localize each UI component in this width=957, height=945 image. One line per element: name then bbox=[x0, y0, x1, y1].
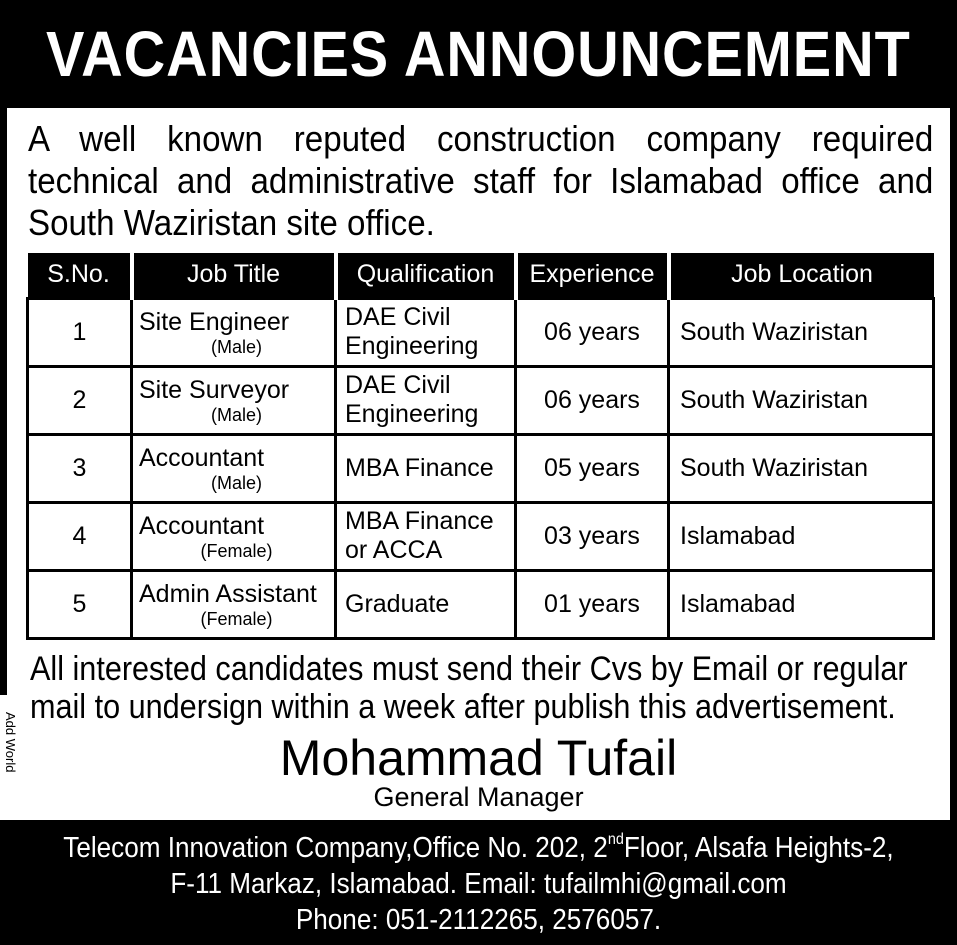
cell-qualification bbox=[336, 366, 516, 434]
job-gender: (Male) bbox=[210, 472, 262, 493]
cell-job-title bbox=[132, 366, 336, 434]
job-gender: (Female) bbox=[200, 608, 273, 629]
table-row bbox=[28, 434, 934, 502]
cell-qualification bbox=[336, 434, 516, 502]
cell-location: South Waziristan bbox=[669, 298, 934, 366]
table-header-row bbox=[28, 253, 934, 298]
intro-line: A well known reputed construction company required bbox=[28, 118, 934, 159]
cell-qualification bbox=[336, 502, 516, 570]
cell-job-title bbox=[132, 298, 336, 366]
contact-footer bbox=[0, 820, 957, 945]
side-label: Add World bbox=[3, 712, 18, 773]
header-qualification: Qualification bbox=[336, 253, 516, 298]
table-row bbox=[28, 366, 934, 434]
cell-experience: 03 years bbox=[516, 502, 669, 570]
qualification-line: DAE Civil bbox=[345, 303, 451, 331]
instruction-line: All interested candidates must send their Cvs by Email or regular bbox=[30, 650, 908, 688]
cell-experience: 01 years bbox=[516, 570, 669, 638]
cell-sno: 4 bbox=[28, 502, 132, 570]
table-row bbox=[28, 570, 934, 638]
cell-location: Islamabad bbox=[669, 502, 934, 570]
table-row bbox=[28, 298, 934, 366]
qualification-line: Engineering bbox=[345, 400, 479, 428]
qualification-line: MBA Finance bbox=[345, 507, 494, 535]
job-gender: (Female) bbox=[200, 540, 273, 561]
intro-paragraph bbox=[28, 118, 933, 244]
instruction-line: mail to undersign within a week after publish this advertisement. bbox=[30, 688, 896, 726]
cell-job-title bbox=[132, 570, 336, 638]
footer-email-line: F-11 Markaz, Islamabad. Email: tufailmhi@gmail.com bbox=[170, 868, 787, 900]
header-experience: Experience bbox=[516, 253, 669, 298]
cell-sno: 1 bbox=[28, 298, 132, 366]
cell-location: Islamabad bbox=[669, 570, 934, 638]
qualification-line: or ACCA bbox=[345, 536, 443, 564]
job-gender: (Male) bbox=[210, 336, 262, 357]
qualification-line: DAE Civil bbox=[345, 371, 451, 399]
address-part: Telecom Innovation Company,Office No. 202, 2 bbox=[63, 832, 608, 864]
header-job-location: Job Location bbox=[669, 253, 934, 298]
cell-location: South Waziristan bbox=[669, 434, 934, 502]
application-instructions bbox=[30, 650, 908, 726]
cell-experience: 06 years bbox=[516, 298, 669, 366]
cell-location: South Waziristan bbox=[669, 366, 934, 434]
qualification-line: MBA Finance bbox=[345, 453, 494, 482]
qualification-line: Graduate bbox=[345, 589, 450, 618]
intro-line: technical and administrative staff for Islamabad office and bbox=[28, 160, 934, 201]
job-title: Site Surveyor bbox=[139, 375, 290, 404]
job-title: Admin Assistant bbox=[139, 579, 317, 608]
job-title: Accountant bbox=[139, 511, 265, 540]
announcement-header bbox=[0, 0, 957, 108]
address-part: Floor, Alsafa Heights-2, bbox=[623, 832, 894, 864]
cell-experience: 06 years bbox=[516, 366, 669, 434]
signer-role: General Manager bbox=[373, 782, 584, 812]
job-gender: (Male) bbox=[210, 404, 262, 425]
cell-sno: 3 bbox=[28, 434, 132, 502]
header-sno: S.No. bbox=[28, 253, 132, 298]
cell-qualification bbox=[336, 570, 516, 638]
header-job-title: Job Title bbox=[132, 253, 336, 298]
job-title: Accountant bbox=[139, 443, 265, 472]
intro-line: South Waziristan site office. bbox=[28, 202, 435, 243]
cell-job-title bbox=[132, 502, 336, 570]
qualification-line: Engineering bbox=[345, 332, 479, 360]
footer-address-line bbox=[48, 830, 909, 866]
signer-name: Mohammad Tufail bbox=[279, 730, 678, 786]
ordinal-suffix: nd bbox=[607, 831, 624, 848]
cell-experience: 05 years bbox=[516, 434, 669, 502]
cell-job-title bbox=[132, 434, 336, 502]
footer-phone-line: Phone: 051-2112265, 2576057. bbox=[295, 904, 662, 936]
table-row bbox=[28, 502, 934, 570]
job-title: Site Engineer bbox=[139, 307, 290, 336]
cell-qualification bbox=[336, 298, 516, 366]
cell-sno: 5 bbox=[28, 570, 132, 638]
page-title: VACANCIES ANNOUNCEMENT bbox=[46, 18, 911, 90]
vacancies-table bbox=[26, 253, 935, 640]
cell-sno: 2 bbox=[28, 366, 132, 434]
